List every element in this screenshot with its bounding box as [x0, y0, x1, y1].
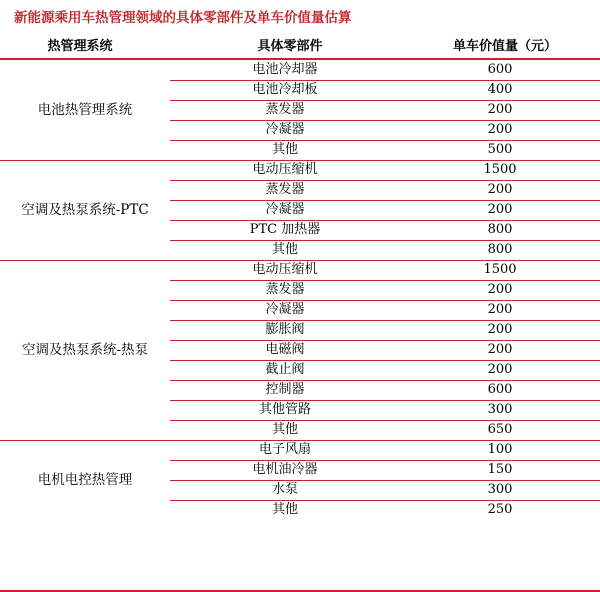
table-row — [170, 180, 600, 200]
row-divider — [170, 320, 600, 321]
table-row — [170, 100, 600, 120]
system-group — [0, 60, 600, 160]
row-divider — [170, 300, 600, 301]
part-name: 其他 — [271, 242, 298, 257]
row-divider — [170, 240, 600, 241]
part-value: 1500 — [483, 162, 517, 177]
part-name: 蒸发器 — [265, 182, 305, 197]
table-row — [170, 220, 600, 240]
part-name: 蒸发器 — [265, 282, 305, 297]
part-name: 水泵 — [271, 482, 298, 497]
table-row — [170, 80, 600, 100]
table-row — [170, 400, 600, 420]
part-name: 截止阀 — [265, 362, 305, 377]
system-group — [0, 260, 600, 440]
part-value: 400 — [487, 82, 513, 97]
part-name: 电机油冷器 — [252, 462, 318, 477]
part-name: 冷凝器 — [265, 202, 305, 217]
part-name: 电动压缩机 — [252, 162, 318, 177]
table-row — [170, 420, 600, 440]
table-row — [170, 340, 600, 360]
part-value: 200 — [487, 302, 513, 317]
part-name: 冷凝器 — [265, 122, 305, 137]
row-divider — [170, 140, 600, 141]
table-row — [170, 120, 600, 140]
part-value: 250 — [487, 502, 513, 517]
part-value: 150 — [487, 462, 513, 477]
part-value: 200 — [487, 202, 513, 217]
table-row — [170, 360, 600, 380]
part-value: 200 — [487, 322, 513, 337]
part-value: 300 — [487, 482, 513, 497]
table-row — [170, 240, 600, 260]
row-divider — [170, 220, 600, 221]
table-row — [170, 460, 600, 480]
header-value: 单车价值量（元） — [452, 39, 557, 54]
part-value: 200 — [487, 362, 513, 377]
system-group — [0, 160, 600, 260]
part-name: 其他管路 — [258, 402, 311, 417]
part-value: 100 — [487, 442, 513, 457]
row-divider — [170, 80, 600, 81]
row-divider — [170, 400, 600, 401]
row-divider — [170, 460, 600, 461]
system-label: 电池热管理系统 — [37, 102, 133, 118]
row-divider — [170, 360, 600, 361]
part-name: 其他 — [271, 142, 298, 157]
table-row — [170, 440, 600, 460]
row-divider — [170, 120, 600, 121]
system-label: 电机电控热管理 — [37, 472, 133, 488]
table-row — [170, 200, 600, 220]
part-name: 冷凝器 — [265, 302, 305, 317]
header-part: 具体零部件 — [257, 39, 323, 54]
table-row — [170, 160, 600, 180]
table-row — [170, 480, 600, 500]
table-row — [170, 380, 600, 400]
part-name: 电池冷却器 — [252, 62, 318, 77]
part-name: 电子风扇 — [258, 442, 311, 457]
part-value: 600 — [487, 62, 513, 77]
part-value: 200 — [487, 182, 513, 197]
table-row — [170, 280, 600, 300]
table-row — [170, 500, 600, 520]
part-name: 其他 — [271, 502, 298, 517]
row-divider — [170, 200, 600, 201]
bottom-rule — [0, 590, 600, 592]
table-row — [170, 140, 600, 160]
row-divider — [170, 100, 600, 101]
part-name: 膨胀阀 — [265, 322, 305, 337]
header-system: 热管理系统 — [47, 39, 113, 54]
part-name: 控制器 — [265, 382, 305, 397]
row-divider — [170, 180, 600, 181]
part-value: 200 — [487, 282, 513, 297]
table-row — [170, 300, 600, 320]
row-divider — [170, 280, 600, 281]
part-value: 800 — [487, 222, 513, 237]
row-divider — [170, 480, 600, 481]
part-name: 电池冷却板 — [252, 82, 318, 97]
part-value: 600 — [487, 382, 513, 397]
part-name: 电磁阀 — [265, 342, 305, 357]
part-value: 200 — [487, 122, 513, 137]
row-divider — [170, 500, 600, 501]
table-row — [170, 260, 600, 280]
part-name: 其他 — [271, 422, 298, 437]
part-value: 800 — [487, 242, 513, 257]
part-value: 650 — [487, 422, 513, 437]
table-row — [170, 320, 600, 340]
part-value: 300 — [487, 402, 513, 417]
part-name: PTC 加热器 — [249, 222, 321, 237]
part-name: 电动压缩机 — [252, 262, 318, 277]
table-row — [170, 60, 600, 80]
system-label: 空调及热泵系统-PTC — [21, 202, 149, 218]
table-title: 新能源乘用车热管理领域的具体零部件及单车价值量估算 — [14, 10, 352, 26]
part-value: 200 — [487, 102, 513, 117]
part-value: 500 — [487, 142, 513, 157]
part-value: 1500 — [483, 262, 517, 277]
system-label: 空调及热泵系统-热泵 — [21, 342, 149, 358]
part-name: 蒸发器 — [265, 102, 305, 117]
system-group — [0, 440, 600, 520]
row-divider — [170, 420, 600, 421]
part-value: 200 — [487, 342, 513, 357]
row-divider — [170, 380, 600, 381]
row-divider — [170, 340, 600, 341]
